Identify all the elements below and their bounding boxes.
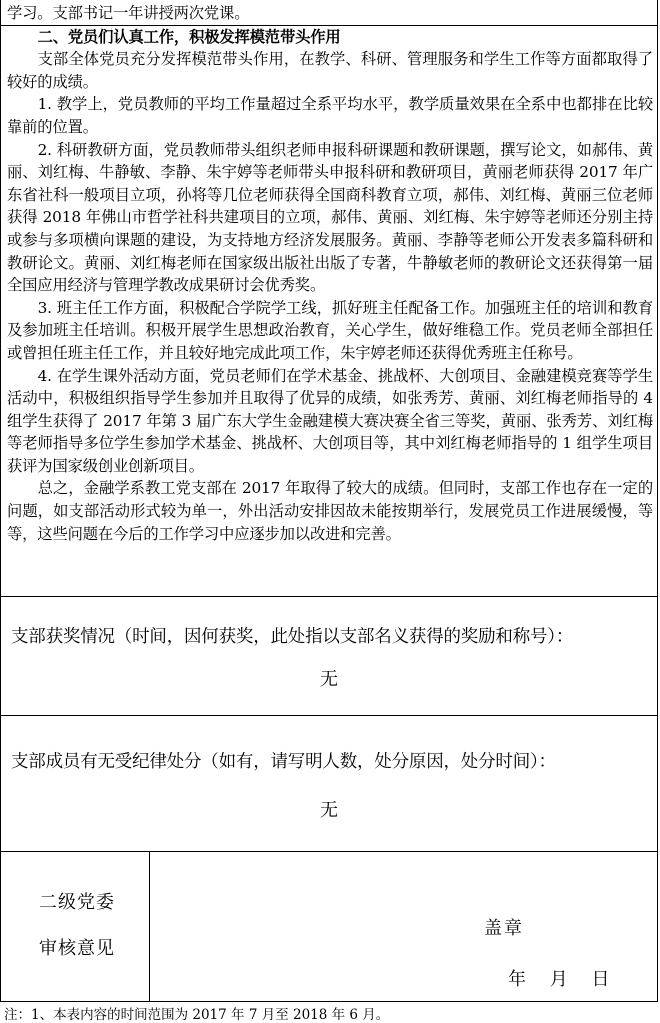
awards-section bbox=[1, 597, 657, 716]
date-line: 年 月 日 bbox=[508, 969, 610, 990]
footnote: 注：1、本表内容的时间范围为 2017 年 7 月至 2018 年 6 月。 bbox=[4, 1007, 390, 1023]
continued-text-line: 学习。支部书记一年讲授两次党课。 bbox=[1, 2, 657, 26]
awards-prompt: 支部获奖情况（时间，因何获奖，此处指以支部名义获得的奖励和称号）： bbox=[11, 627, 574, 647]
awards-answer: 无 bbox=[320, 669, 338, 690]
work-summary-section bbox=[1, 0, 657, 597]
review-section bbox=[1, 852, 657, 1002]
paragraph-teaching: 1. 教学上，党员教师的平均工作量超过全系平均水平，教学质量效果在全系中也都排在比较靠前的位置。 bbox=[7, 95, 653, 136]
discipline-section bbox=[1, 716, 657, 852]
paragraph-intro: 支部全体党员充分发挥模范带头作用，在教学、科研、管理服务和学生工作等方面都取得了较好的成绩。 bbox=[7, 50, 653, 91]
discipline-answer: 无 bbox=[320, 800, 338, 821]
discipline-prompt: 支部成员有无受纪律处分（如有，请写明人数，处分原因，处分时间）： bbox=[11, 752, 556, 772]
paragraph-class-advisor: 3. 班主任工作方面，积极配合学院学工线，抓好班主任配备工作。加强班主任的培训和教育及参加班主任培训。积极开展学生思想政治教育，关心学生，做好维稳工作。党员老师全部担任或曾担任班主任工作，并且较好地完成此项工作，朱宇婷老师还获得优秀班主任称号。 bbox=[7, 298, 653, 362]
review-label-cell bbox=[1, 852, 150, 1002]
section-heading: 二、党员们认真工作，积极发挥模范带头作用 bbox=[37, 27, 341, 46]
paragraph-conclusion: 总之，金融学系教工党支部在 2017 年取得了较大的成绩。但同时，支部工作也存在一定的问题，如支部活动形式较为单一，外出活动安排因故未能按期举行，发展党员工作进展缓慢，等等，这些问题在今后的工作学习中应逐步加以改进和完善。 bbox=[7, 479, 653, 543]
review-label-line1: 二级党委 bbox=[39, 892, 115, 913]
paragraph-research: 2. 科研教研方面，党员教师带头组织老师申报科研课题和教研课题，撰写论文，如郝伟、黄丽、刘红梅、牛静敏、李静、朱宇婷等老师带头申报科研和教研项目，黄丽老师获得 2017 年广东省社科一般项目立项，孙将等几位老师获得全国商科教育立项，郝伟、刘红梅、黄丽三位老师获得 2018 年佛山市哲学社科共建项目的立项，郝伟、黄丽、刘红梅、朱宇婷等老师还分别主持或参与多项横向课题的建设，为支持地方经济发展服务。黄丽、李静等老师公开发表多篇科研和教研论文。黄丽、刘红梅老师在国家级出版社出版了专著，牛静敏老师的教研论文还获得第一届全国应用经济与管理学教改成果研讨会优秀奖。 bbox=[7, 140, 653, 295]
stamp-label: 盖章 bbox=[484, 918, 524, 939]
review-label-line2: 审核意见 bbox=[39, 938, 115, 959]
paragraph-student-activities: 4. 在学生课外活动方面，党员老师们在学术基金、挑战杯、大创项目、金融建模竞赛等学生活动中，积极组织指导学生参加并且取得了优异的成绩，如张秀芳、黄丽、刘红梅老师指导的 4 组学生获得了 2017 年第 3 届广东大学生金融建模大赛决赛全省三等奖，黄丽、张秀芳、刘红梅等老师指导多位学生参加学术基金、挑战杯、大创项目等，其中刘红梅老师指导的 1 组学生项目获评为国家级创业创新项目。 bbox=[7, 366, 653, 475]
